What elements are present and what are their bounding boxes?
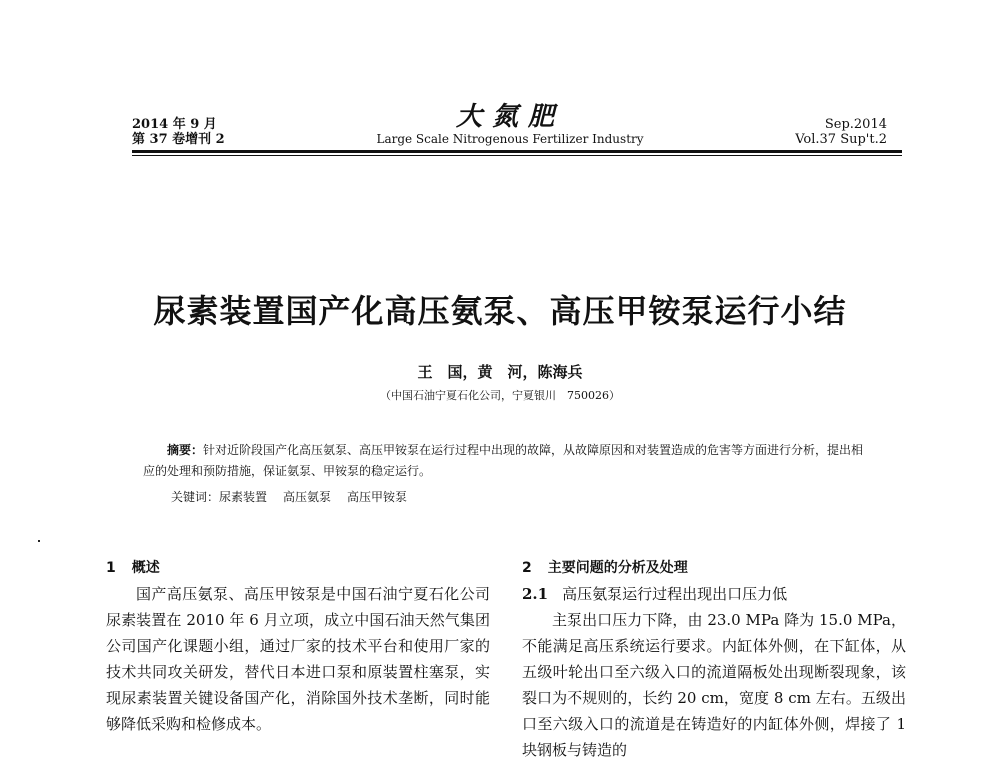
body-paragraph: 主泵出口压力下降，由 23.0 MPa 降为 15.0 MPa，不能满足高压系统运行要求。内缸体外侧，在下缸体，从五级叶轮出口至六级入口的流道隔板处出现断裂现象，该裂口为不规则的，长约 20 cm，宽度 8 cm 左右。五级出口至六级入口的流道是在铸造好的内缸体外侧，焊接了 1 块钢板与铸造的: [522, 611, 906, 759]
section-title: 主要问题的分析及处理: [547, 560, 688, 576]
volume-cn: 第 37 卷增刊 2: [132, 132, 225, 147]
volume-en: Vol.37 Sup't.2: [795, 132, 887, 147]
keyword-item: 尿素装置: [219, 490, 268, 504]
journal-name-en: Large Scale Nitrogenous Fertilizer Industry: [376, 132, 644, 146]
journal-logo-cn: 大氮肥: [455, 102, 564, 132]
abstract-label: 摘要：: [167, 443, 204, 457]
keywords-block: [171, 487, 423, 508]
article-affiliation: （中国石油宁夏石化公司，宁夏银川 750026）: [380, 389, 620, 402]
section-title: 概述: [131, 560, 160, 576]
subsection-heading: [522, 581, 906, 607]
journal-date-volume-en: [795, 117, 887, 147]
section-heading: [106, 555, 490, 581]
abstract-text: 针对近阶段国产化高压氨泵、高压甲铵泵在运行过程中出现的故障，从故障原因和对装置造成的危害等方面进行分析，提出相应的处理和预防措施，保证氨泵、甲铵泵的稳定运行。: [143, 443, 864, 478]
abstract-block: [143, 440, 873, 482]
issue-date-cn: 2014 年 9 月: [132, 117, 217, 132]
section-number: 1: [106, 560, 116, 576]
keyword-item: 高压氨泵: [283, 490, 332, 504]
issue-date-en: Sep.2014: [824, 117, 887, 132]
keywords-label: 关键词：: [171, 490, 220, 504]
subsection-title: 高压氨泵运行过程出现出口压力低: [562, 585, 788, 603]
body-paragraph: 国产高压氨泵、高压甲铵泵是中国石油宁夏石化公司尿素装置在 2010 年 6 月立项，成立中国石油天然气集团公司国产化课题小组，通过厂家的技术平台和使用厂家的技术共同攻关研发，替代日本进口泵和原装置柱塞泵，实现尿素装置关键设备国产化，消除国外技术垄断，同时能够降低采购和检修成本。: [106, 585, 490, 733]
article-authors: 王 国，黄 河，陈海兵: [417, 363, 583, 381]
right-column: [522, 555, 906, 763]
journal-masthead: [350, 103, 670, 146]
article-title: 尿素装置国产化高压氨泵、高压甲铵泵运行小结: [153, 292, 847, 330]
keyword-item: 高压甲铵泵: [347, 490, 408, 504]
section-number: 2: [522, 560, 532, 576]
left-column: [106, 555, 490, 737]
header-rule-thin: [132, 155, 902, 156]
section-heading: [522, 555, 906, 581]
header-rule-thick: [132, 150, 902, 153]
subsection-number: 2.1: [522, 585, 549, 603]
journal-date-volume-cn: [132, 117, 225, 147]
scan-speck: [38, 540, 40, 542]
